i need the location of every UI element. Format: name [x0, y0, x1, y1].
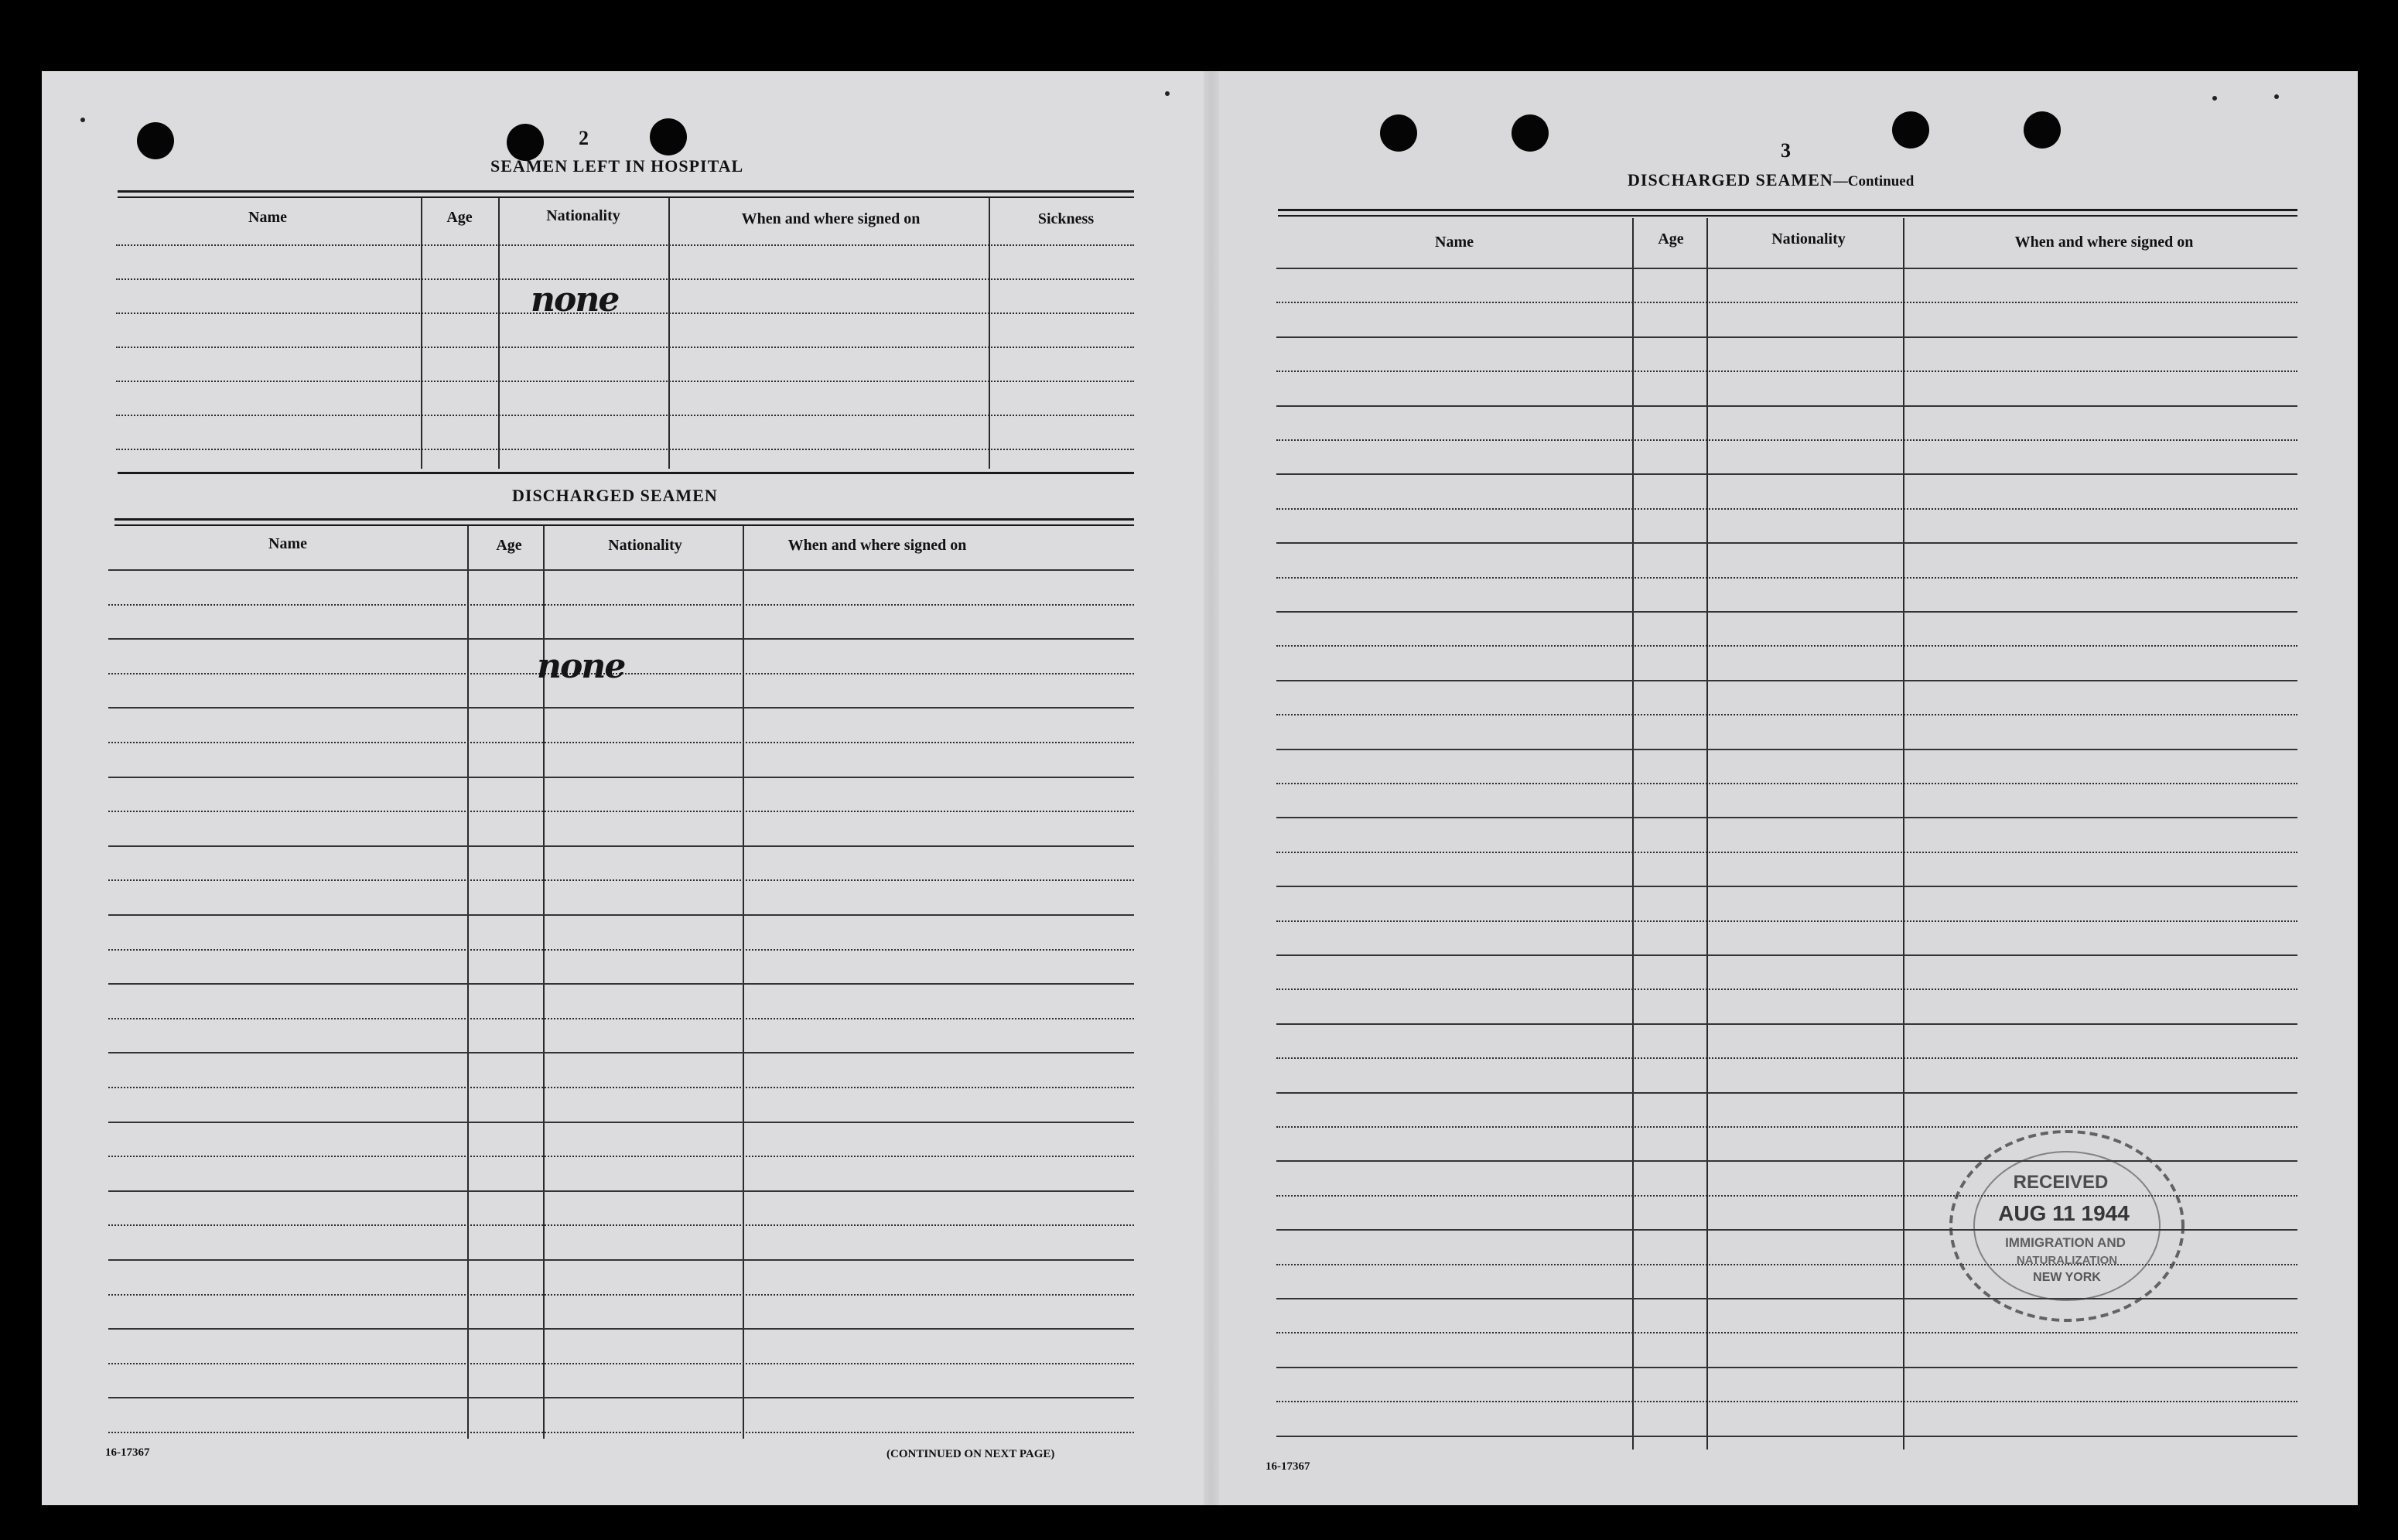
punch-hole: [650, 118, 687, 155]
table-row-line: [108, 1052, 1134, 1053]
col-header-signed-on: When and where signed on: [741, 210, 921, 227]
table-row-line: [108, 879, 1134, 881]
hospital-handwritten-entry: none: [531, 280, 619, 319]
table-row-line: [108, 1156, 1134, 1157]
table-row-line: [1276, 1023, 2297, 1025]
table-row-line: [1276, 577, 2297, 579]
table-row-line: [1276, 268, 2297, 269]
table-row-line: [116, 449, 1134, 450]
rule: [118, 196, 1134, 198]
table-row-line: [1276, 405, 2297, 407]
table-row-line: [108, 569, 1134, 571]
table-row-line: [108, 914, 1134, 916]
table-row-line: [108, 638, 1134, 640]
rule: [1278, 209, 2297, 211]
table-row-line: [108, 983, 1134, 985]
discharged-continued-title: DISCHARGED SEAMEN—Continued: [1628, 170, 1915, 190]
col-header-age: Age: [446, 209, 473, 226]
table-row-line: [1276, 473, 2297, 475]
table-row-line: [1276, 645, 2297, 647]
page-number: 3: [1781, 139, 1791, 162]
table-row-line: [1276, 749, 2297, 750]
stamp-line: NATURALIZATION: [2016, 1254, 2118, 1267]
table-row-line: [1276, 954, 2297, 956]
col-header-name: Name: [248, 209, 287, 226]
punch-hole: [507, 124, 544, 161]
table-row-line: [116, 415, 1134, 416]
rule: [114, 518, 1134, 521]
table-row-line: [108, 707, 1134, 709]
received-stamp: [1943, 1122, 2191, 1330]
stamp-line: AUG 11 1944: [1998, 1201, 2130, 1225]
left-page: [42, 71, 1211, 1505]
table-row-line: [1276, 611, 2297, 613]
rule: [118, 190, 1134, 193]
punch-hole: [1512, 114, 1549, 152]
column-divider: [498, 198, 500, 469]
table-row-line: [108, 845, 1134, 847]
page-fold: [1204, 71, 1219, 1505]
speck: [1165, 91, 1170, 96]
column-divider: [668, 198, 670, 469]
col-header-nationality: Nationality: [546, 207, 620, 224]
table-row-line: [108, 1122, 1134, 1123]
speck: [80, 118, 85, 122]
col-header-age: Age: [496, 537, 522, 554]
punch-hole: [137, 122, 174, 159]
table-row-line: [1276, 714, 2297, 715]
table-row-line: [1276, 542, 2297, 544]
table-row-line: [1276, 1092, 2297, 1094]
column-divider: [467, 526, 469, 1439]
rule: [118, 472, 1134, 474]
table-row-line: [1276, 439, 2297, 441]
table-row-line: [108, 1328, 1134, 1330]
table-row-line: [1276, 1332, 2297, 1333]
table-row-line: [1276, 783, 2297, 784]
table-row-line: [1276, 508, 2297, 510]
speck: [2274, 94, 2279, 99]
continuation-note: (CONTINUED ON NEXT PAGE): [886, 1448, 1055, 1460]
table-row-line: [1276, 302, 2297, 303]
discharged-section-title: DISCHARGED SEAMEN: [512, 486, 718, 505]
col-header-age: Age: [1658, 230, 1684, 248]
punch-hole: [1892, 111, 1929, 149]
table-row-line: [108, 1224, 1134, 1226]
table-row-line: [1276, 1057, 2297, 1059]
col-header-nationality: Nationality: [1771, 230, 1846, 248]
stamp-line: NEW YORK: [2033, 1271, 2101, 1284]
table-row-line: [1276, 1367, 2297, 1368]
rule: [114, 524, 1134, 526]
stamp-line: RECEIVED: [2013, 1172, 2109, 1193]
rule: [1278, 215, 2297, 217]
table-row-line: [108, 1294, 1134, 1296]
table-row-line: [1276, 680, 2297, 681]
col-header-signed-on: When and where signed on: [787, 537, 967, 554]
table-row-line: [108, 1190, 1134, 1192]
table-row-line: [1276, 920, 2297, 922]
table-row-line: [1276, 989, 2297, 990]
speck: [2212, 96, 2217, 101]
table-row-line: [1276, 817, 2297, 818]
form-number: 16-17367: [1266, 1460, 1310, 1473]
page-number: 2: [579, 127, 589, 149]
table-row-line: [1276, 336, 2297, 338]
table-row-line: [108, 1397, 1134, 1398]
table-row-line: [108, 949, 1134, 951]
stamp-line: IMMIGRATION AND: [2005, 1235, 2126, 1250]
col-header-name: Name: [1435, 234, 1474, 251]
col-header-nationality: Nationality: [608, 537, 682, 554]
column-divider: [421, 198, 422, 469]
table-row-line: [108, 604, 1134, 606]
column-divider: [989, 198, 990, 469]
col-header-signed-on: When and where signed on: [2014, 234, 2194, 251]
punch-hole: [2024, 111, 2061, 149]
table-row-line: [116, 381, 1134, 382]
table-row-line: [116, 244, 1134, 246]
table-row-line: [108, 1432, 1134, 1433]
table-row-line: [108, 1087, 1134, 1088]
column-divider: [743, 526, 744, 1439]
table-row-line: [108, 1363, 1134, 1364]
table-row-line: [1276, 1401, 2297, 1402]
table-row-line: [116, 278, 1134, 280]
discharged-handwritten-entry: none: [537, 647, 625, 686]
table-row-line: [1276, 886, 2297, 887]
table-row-line: [108, 1018, 1134, 1019]
col-header-name: Name: [268, 535, 307, 552]
table-row-line: [116, 347, 1134, 348]
table-row-line: [108, 811, 1134, 812]
punch-hole: [1380, 114, 1417, 152]
form-number: 16-17367: [105, 1446, 150, 1459]
col-header-sickness: Sickness: [1037, 210, 1095, 227]
table-row-line: [1276, 852, 2297, 853]
table-row-line: [108, 742, 1134, 743]
table-row-line: [1276, 370, 2297, 372]
table-row-line: [108, 777, 1134, 778]
table-row-line: [108, 1259, 1134, 1261]
table-row-line: [116, 312, 1134, 314]
table-row-line: [1276, 1436, 2297, 1437]
hospital-section-title: SEAMEN LEFT IN HOSPITAL: [490, 156, 744, 176]
